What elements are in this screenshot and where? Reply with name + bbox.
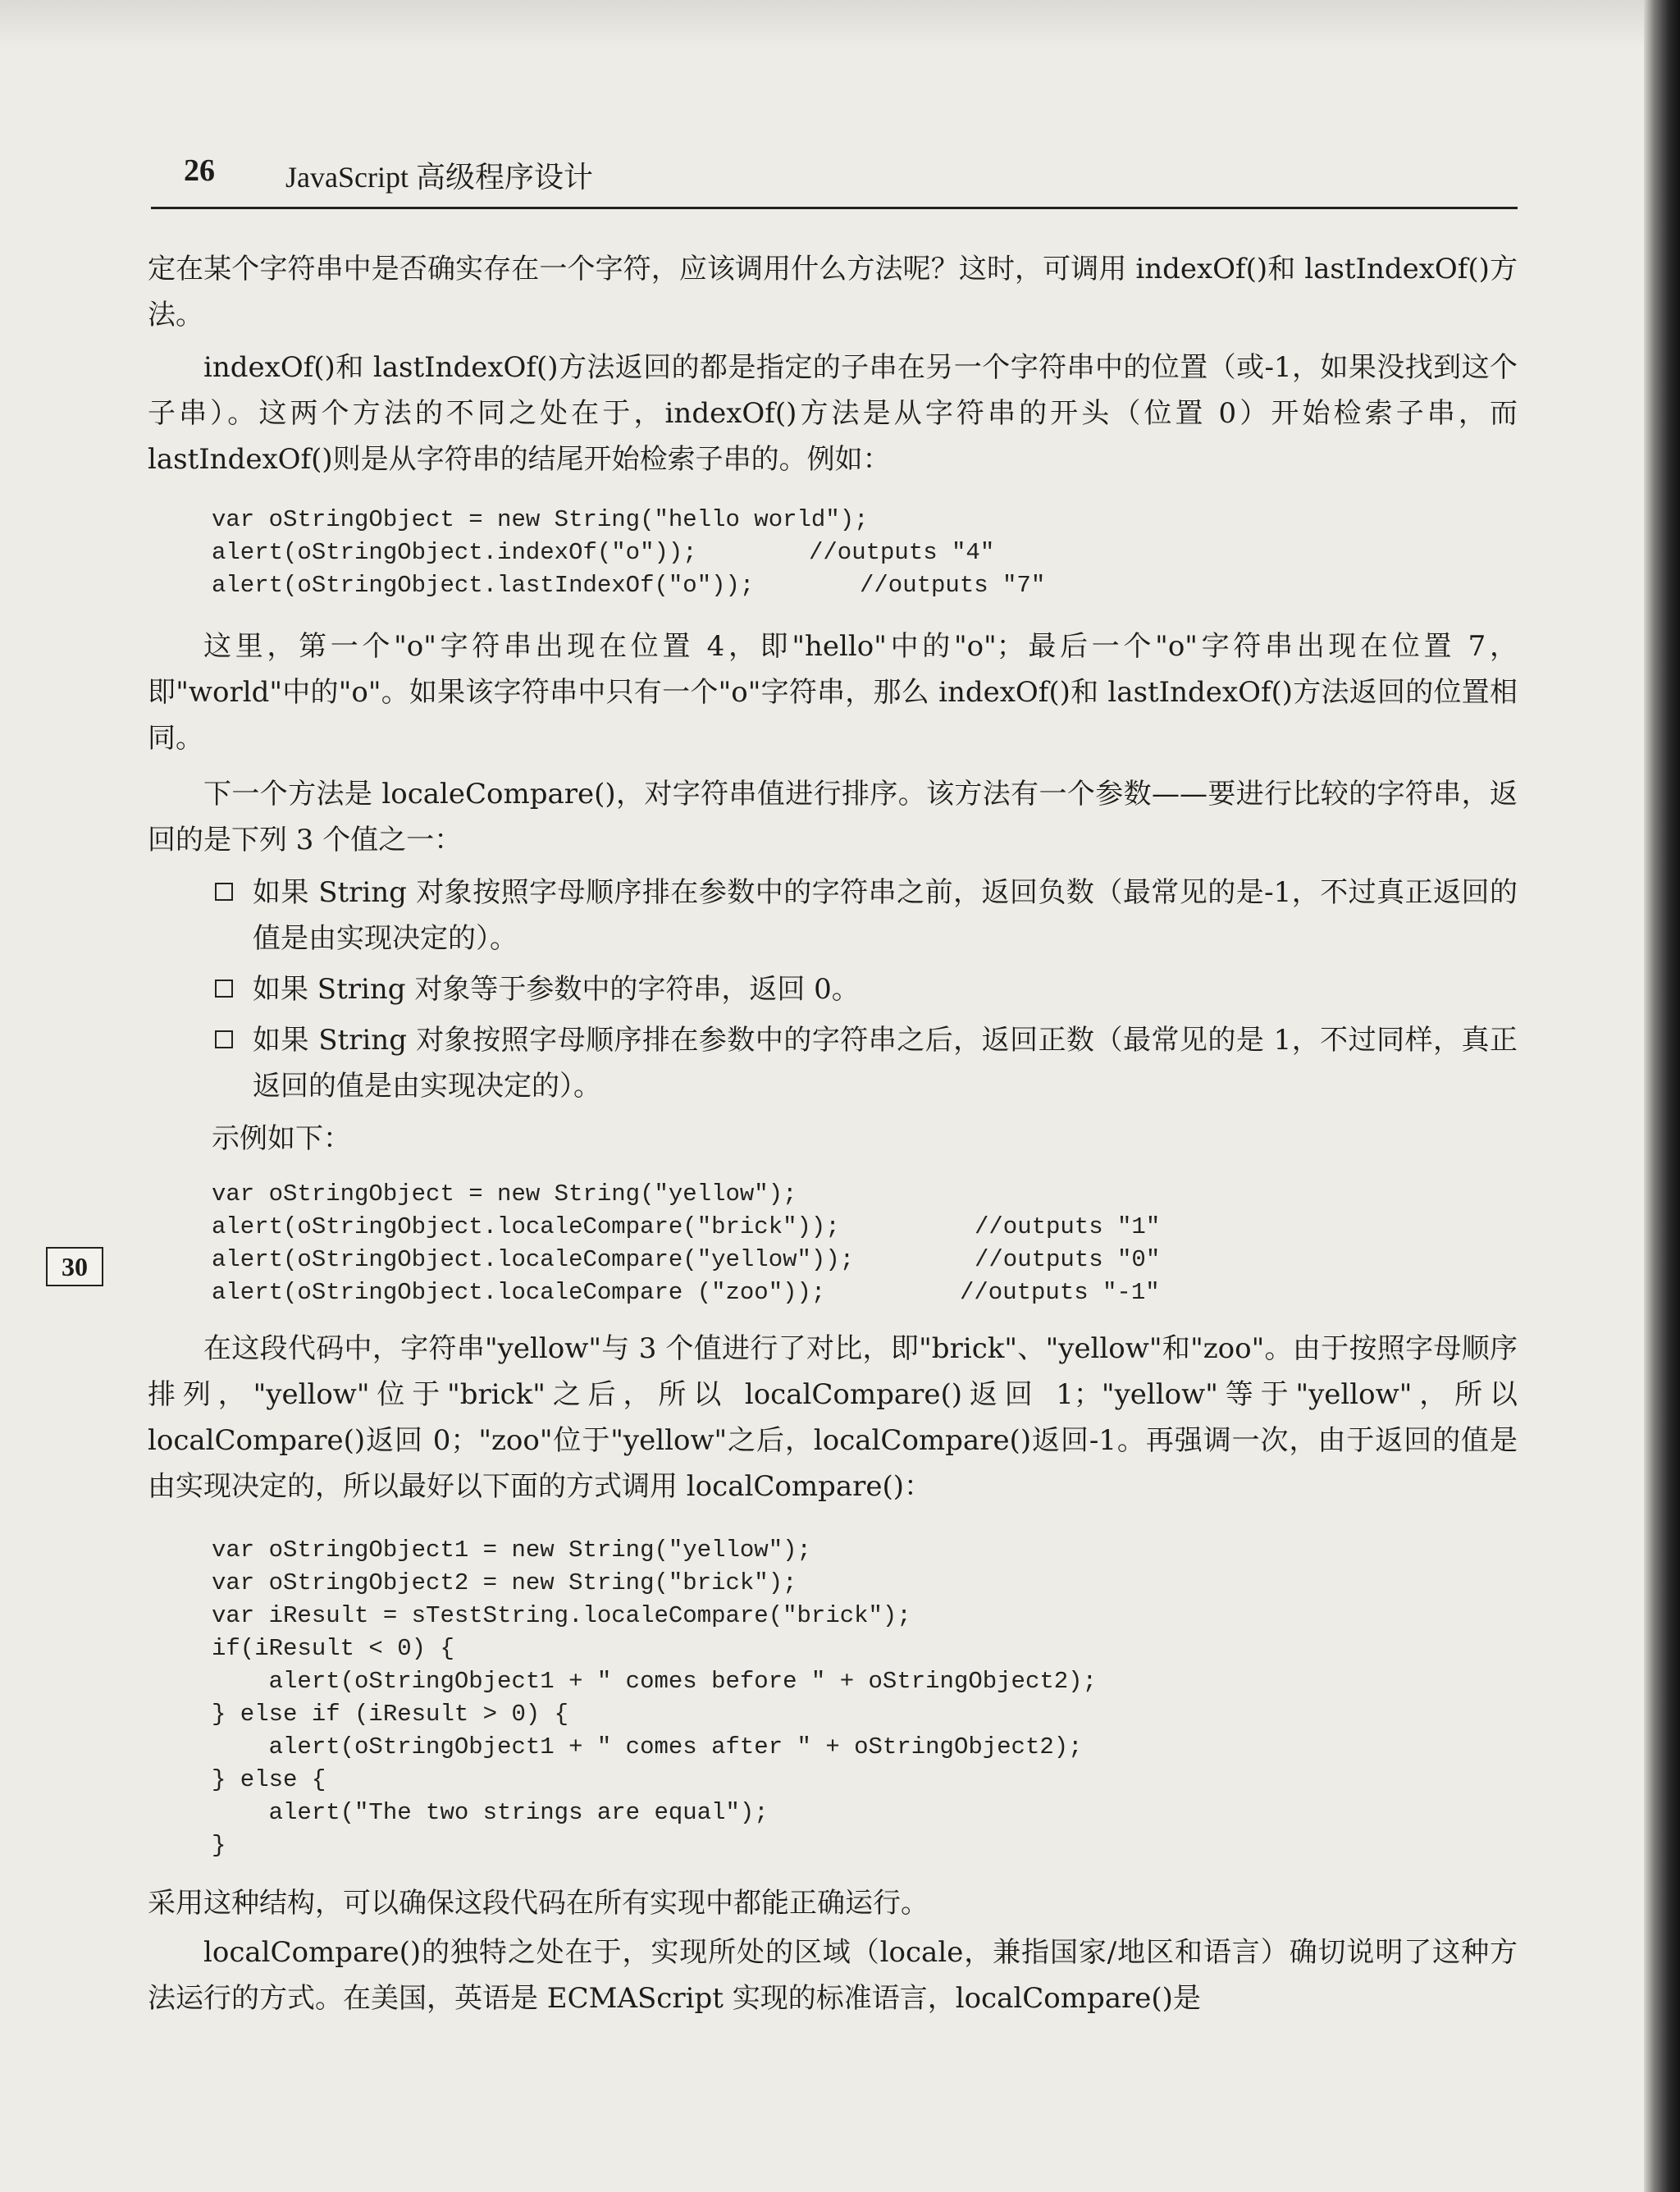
list-item-text: 如果 String 对象按照字母顺序排在参数中的字符串之后，返回正数（最常见的是 1，不过同样，真正返回的值是由实现决定的）。 <box>253 1024 1518 1103</box>
example-label: 示例如下： <box>212 1122 351 1155</box>
code-text: alert(oStringObject.indexOf("o")); <box>212 539 697 566</box>
code-line: if(iResult < 0) { <box>212 1635 454 1662</box>
page-top-shadow <box>0 0 1680 49</box>
code-text: alert(oStringObject.localeCompare ("zoo")); <box>212 1279 826 1306</box>
page-header <box>151 151 1518 209</box>
paragraph-4: 下一个方法是 localeCompare()，对字符串值进行排序。该方法有一个参数——要进行比较的字符串，返回的是下列 3 个值之一： <box>148 778 1518 856</box>
paragraph-1: 定在某个字符串中是否确实存在一个字符，应该调用什么方法呢？这时，可调用 indexOf()和 lastIndexOf()方法。 <box>148 253 1518 331</box>
code-comment: //outputs "4" <box>809 539 995 566</box>
code-text: alert(oStringObject.localeCompare("yellow")); <box>212 1246 855 1273</box>
code-comment: //outputs "7" <box>860 572 1046 599</box>
code-comment: //outputs "0" <box>975 1246 1161 1273</box>
code-line: var oStringObject2 = new String("brick"); <box>212 1569 797 1596</box>
list-item <box>215 966 1518 1012</box>
code-line <box>212 1244 1161 1276</box>
code-text: var oStringObject = new String("yellow"); <box>212 1180 797 1208</box>
code-line: } else { <box>212 1766 326 1793</box>
book-title: JavaScript 高级程序设计 <box>285 161 593 194</box>
checkbox-bullet-icon <box>215 980 233 998</box>
code-line <box>212 1276 1160 1309</box>
code-block-indexof <box>212 504 1046 602</box>
margin-page-number: 30 <box>46 1247 103 1286</box>
code-line <box>212 537 995 569</box>
code-line: alert("The two strings are equal"); <box>212 1799 769 1826</box>
code-line: var iResult = sTestString.localeCompare("brick"); <box>212 1602 911 1629</box>
code-line <box>212 1178 854 1211</box>
list-item-text: 如果 String 对象等于参数中的字符串，返回 0。 <box>253 973 860 1006</box>
book-binding-edge <box>1644 0 1680 2192</box>
code-line <box>212 1211 1161 1244</box>
paragraph-6: 采用这种结构，可以确保这段代码在所有实现中都能正确运行。 <box>148 1887 929 1920</box>
paragraph-3: 这里，第一个"o"字符串出现在位置 4，即"hello"中的"o"；最后一个"o"字符串出现在位置 7，即"world"中的"o"。如果该字符串中只有一个"o"字符串，那么 indexOf()和 lastIndexOf()方法返回的位置相同。 <box>148 630 1518 755</box>
code-text: alert(oStringObject.lastIndexOf("o")); <box>212 572 755 599</box>
code-line: alert(oStringObject1 + " comes after " + oStringObject2); <box>212 1733 1083 1760</box>
paragraph-7: localCompare()的独特之处在于，实现所处的区域（locale，兼指国家/地区和语言）确切说明了这种方法运行的方式。在美国，英语是 ECMAScript 实现的标准语言，localCompare()是 <box>148 1936 1518 2015</box>
code-block-compare-structure <box>212 1534 1097 1862</box>
checkbox-bullet-icon <box>215 1030 233 1048</box>
code-line: } <box>212 1832 226 1859</box>
code-comment: //outputs "1" <box>975 1213 1161 1240</box>
list-item <box>215 1017 1518 1109</box>
code-line: alert(oStringObject1 + " comes before " + oStringObject2); <box>212 1668 1097 1695</box>
code-text: var oStringObject = new String("hello world"); <box>212 506 869 533</box>
code-line: } else if (iResult > 0) { <box>212 1701 569 1728</box>
page-number: 26 <box>184 153 215 188</box>
code-line <box>212 569 1046 602</box>
return-value-list <box>215 870 1518 1114</box>
code-comment: //outputs "-1" <box>960 1279 1160 1306</box>
checkbox-bullet-icon <box>215 883 233 901</box>
code-block-localecompare <box>212 1178 1161 1309</box>
list-item <box>215 870 1518 961</box>
code-line: var oStringObject1 = new String("yellow"); <box>212 1537 811 1564</box>
paragraph-2: indexOf()和 lastIndexOf()方法返回的都是指定的子串在另一个字符串中的位置（或-1，如果没找到这个子串）。这两个方法的不同之处在于，indexOf()方法是从字符串的开头（位置 0）开始检索子串，而 lastIndexOf()则是从字符串的结尾开始检索子串的。例如： <box>148 351 1518 476</box>
code-line <box>212 504 869 537</box>
paragraph-5: 在这段代码中，字符串"yellow"与 3 个值进行了对比，即"brick"、"yellow"和"zoo"。由于按照字母顺序排列，"yellow"位于"brick"之后，所以 localCompare()返回 1；"yellow"等于"yellow"，所以 localCompare()返回 0；"zoo"位于"yellow"之后，localCompare()返回-1。再强调一次，由于返回的值是由实现决定的，所以最好以下面的方式调用 localCompare()： <box>148 1332 1518 1503</box>
code-text: alert(oStringObject.localeCompare("brick")); <box>212 1213 840 1240</box>
list-item-text: 如果 String 对象按照字母顺序排在参数中的字符串之前，返回负数（最常见的是-1，不过真正返回的值是由实现决定的）。 <box>253 876 1518 955</box>
